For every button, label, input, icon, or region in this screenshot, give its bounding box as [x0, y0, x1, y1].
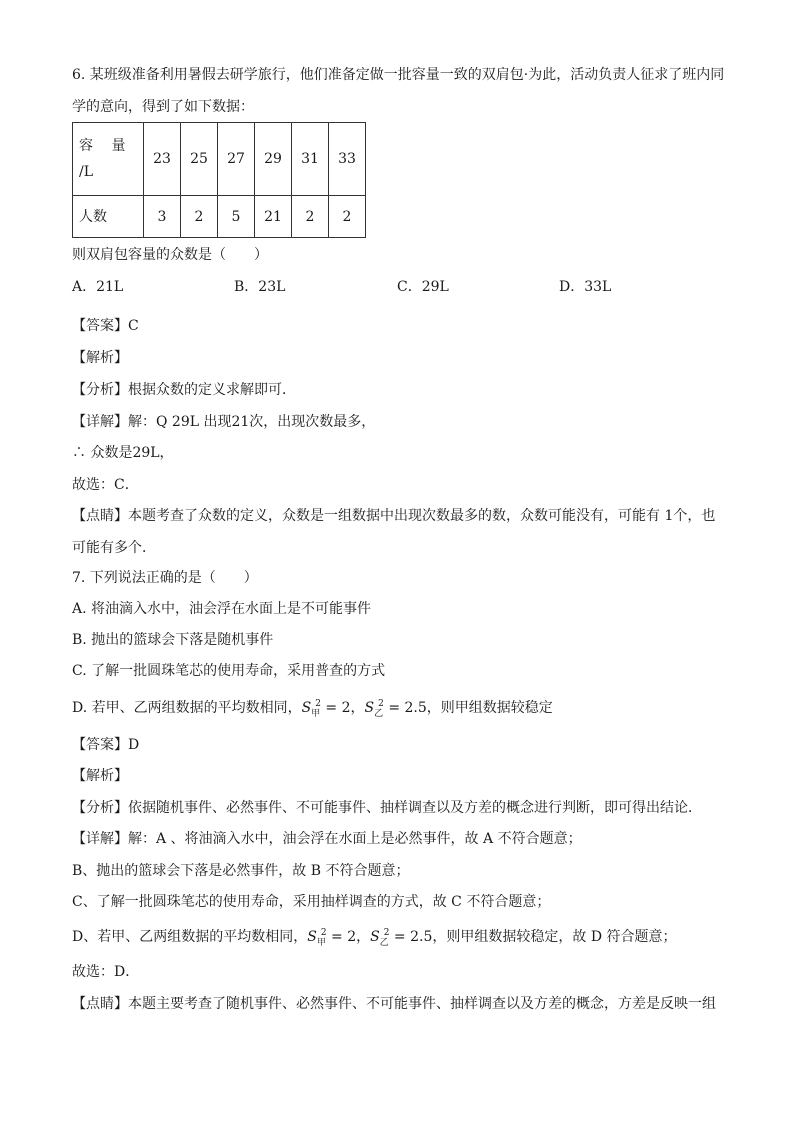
q7-comment: 【点睛】本题主要考查了随机事件、必然事件、不可能事件、抽样调查以及方差的概念，方差是反映一组: [72, 996, 716, 1012]
variance-yi-value: = 2.5，则甲组数据较稳定，故 D 符合题意；: [389, 929, 677, 945]
q7-analysis-title: 【解析】: [72, 768, 128, 784]
q7-detail-a: 【详解】解：A 、将油滴入水中，油会浮在水面上是必然事件，故 A 不符合题意；: [72, 831, 582, 847]
table-row: [73, 196, 366, 238]
q7-option-c: C. 了解一批圆珠笔芯的使用寿命，采用普查的方式: [72, 663, 386, 679]
q6-option-a: A．21L: [72, 279, 124, 295]
variance-jia: $S_甲^2$: [301, 699, 321, 719]
table-cell: 33: [329, 123, 366, 196]
table-cell: 31: [292, 123, 329, 196]
table-cell: 5: [218, 196, 255, 238]
header-capacity-label: 容 量: [79, 138, 126, 154]
q6-comment-line1: 【点睛】本题考查了众数的定义，众数是一组数据中出现次数最多的数，众数可能没有，可能有 1个，也: [72, 508, 716, 524]
q6-stem-line1: 6. 某班级准备利用暑假去研学旅行，他们准备定做一批容量一致的双肩包·为此，活动负责人征求了班内同: [72, 67, 725, 83]
variance-jia: $S_甲^2$: [307, 928, 327, 948]
q6-option-b: B．23L: [234, 279, 286, 295]
q7-stem: 7. 下列说法正确的是（ ）: [72, 570, 258, 586]
table-cell: 29: [255, 123, 292, 196]
variance-jia-value: = 2，: [326, 929, 371, 945]
q7-detail-d: [72, 927, 677, 949]
q6-stem-line2: 学的意向，得到了如下数据：: [72, 99, 254, 115]
q7-detail-b: B、抛出的篮球会下落是必然事件，故 B 不符合题意；: [72, 863, 410, 879]
q6-option-c: C．29L: [397, 279, 449, 295]
table-cell: 21: [255, 196, 292, 238]
q6-choice: 故选：C．: [72, 477, 139, 493]
q6-detail-line2: ∴ 众数是29L，: [72, 445, 174, 461]
table-cell: 2: [181, 196, 218, 238]
q6-answer: 【答案】C: [72, 318, 139, 334]
header-unit-label: /L: [79, 164, 94, 180]
option-d-text: D. 若甲、乙两组数据的平均数相同，: [72, 700, 302, 716]
table-cell: 3: [144, 196, 181, 238]
variance-jia-value: = 2，: [320, 700, 365, 716]
table-cell: 25: [181, 123, 218, 196]
table-row: [73, 123, 366, 196]
table-cell: 2: [329, 196, 366, 238]
table-cell: 2: [292, 196, 329, 238]
q6-detail-line1: 【详解】解：Q 29L 出现21次，出现次数最多，: [72, 414, 376, 430]
q7-fenxi: 【分析】依据随机事件、必然事件、不可能事件、抽样调查以及方差的概念进行判断，即可得出结论．: [72, 800, 702, 816]
q7-option-d: [72, 698, 553, 720]
q7-option-b: B. 抛出的篮球会下落是随机事件: [72, 632, 274, 648]
q7-option-a: A. 将油滴入水中，油会浮在水面上是不可能事件: [72, 601, 372, 617]
q7-answer: 【答案】D: [72, 737, 140, 753]
variance-yi: $S_乙^2$: [370, 928, 390, 948]
variance-yi-value: = 2.5，则甲组数据较稳定: [383, 700, 553, 716]
variance-yi: $S_乙^2$: [364, 699, 384, 719]
table-header-capacity: [73, 123, 144, 196]
q7-choice: 故选：D．: [72, 964, 140, 980]
capacity-table: [72, 122, 366, 238]
q7-detail-c: C、了解一批圆珠笔芯的使用寿命，采用抽样调查的方式，故 C 不符合题意；: [72, 894, 551, 910]
q6-question: 则双肩包容量的众数是（ ）: [72, 247, 268, 263]
q6-fenxi: 【分析】根据众数的定义求解即可．: [72, 382, 296, 398]
table-header-count: 人数: [73, 196, 144, 238]
detail-d-text: D、若甲、乙两组数据的平均数相同，: [72, 929, 308, 945]
q6-comment-line2: 可能有多个．: [72, 540, 156, 556]
table-cell: 23: [144, 123, 181, 196]
table-cell: 27: [218, 123, 255, 196]
q6-option-d: D．33L: [559, 279, 612, 295]
q6-analysis-title: 【解析】: [72, 350, 128, 366]
